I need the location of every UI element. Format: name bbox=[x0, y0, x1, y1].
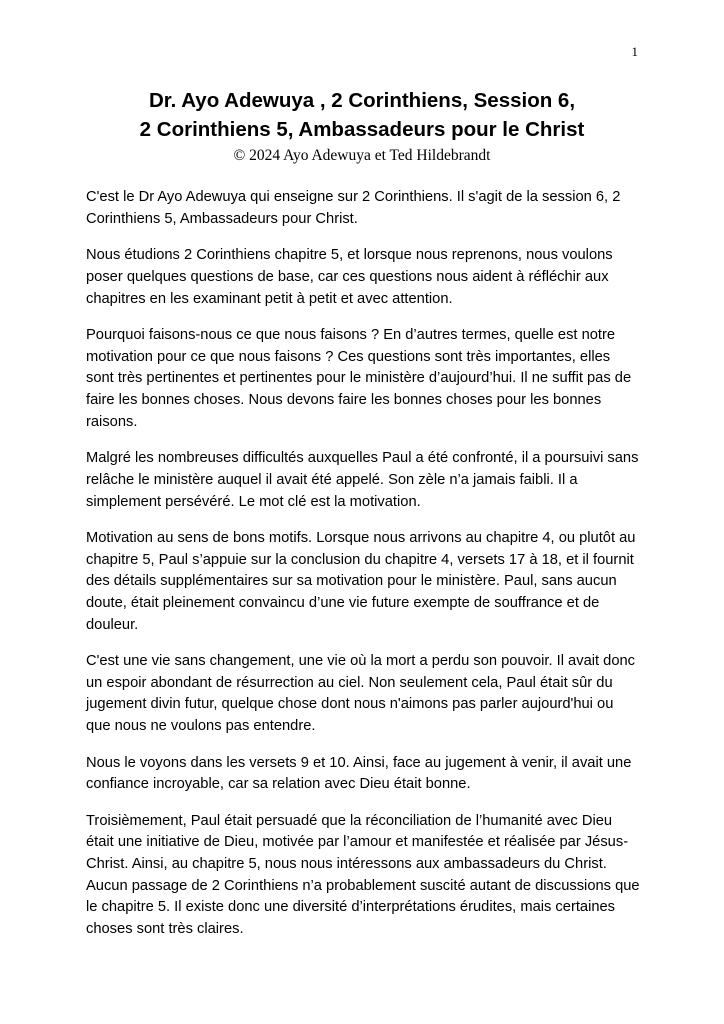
paragraph-3: Pourquoi faisons-nous ce que nous faisons ? En d’autres termes, quelle est notre motivation pour ce que nous faisons ? Ces questions sont très importantes, elles sont très pertinentes et pertinentes pour le ministère d’aujourd’hui. Il ne suffit pas de faire les bonnes choses. Nous devons faire les bonnes choses pour les bonnes raisons. bbox=[86, 327, 632, 430]
paragraph-5: Motivation au sens de bons motifs. Lorsque nous arrivons au chapitre 4, ou plutôt au chapitre 5, Paul s’appuie sur la conclusion du chapitre 4, versets 17 à 18, et il fournit des détails supplémentaires sur sa motivation pour le ministère. Paul, sans aucun doute, était pleinement convaincu d’une vie future exempte de souffrance et de douleur. bbox=[86, 530, 636, 633]
title-line-1: Dr. Ayo Adewuya , 2 Corinthiens, Session 6, bbox=[148, 89, 576, 112]
copyright-line: © 2024 Ayo Adewuya et Ted Hildebrandt bbox=[233, 147, 491, 165]
page-number: 1 bbox=[631, 44, 638, 59]
document-title bbox=[0, 86, 724, 144]
paragraph-6: C'est une vie sans changement, une vie où la mort a perdu son pouvoir. Il avait donc un espoir abondant de résurrection au ciel. Non seulement cela, Paul était sûr du jugement divin futur, quelque chose dont nous n'aimons pas parler aujourd'hui ou que nous ne voulons pas entendre. bbox=[86, 653, 636, 735]
paragraph-1: C'est le Dr Ayo Adewuya qui enseigne sur 2 Corinthiens. Il s'agit de la session 6, 2 Corinthiens 5, Ambassadeurs pour Christ. bbox=[86, 189, 621, 227]
document-header bbox=[0, 0, 724, 165]
paragraph-4: Malgré les nombreuses difficultés auxquelles Paul a été confronté, il a poursuivi sans relâche le ministère auquel il avait été appelé. Son zèle n’a jamais faibli. Il a simplement persévéré. Le mot clé est la motivation. bbox=[86, 450, 639, 510]
title-line-2: 2 Corinthiens 5, Ambassadeurs pour le Christ bbox=[139, 118, 585, 142]
paragraph-2: Nous étudions 2 Corinthiens chapitre 5, et lorsque nous reprenons, nous voulons poser quelques questions de base, car ces questions nous aident à réfléchir aux chapitres en les examinant petit à petit et avec attention. bbox=[86, 247, 613, 307]
paragraph-8: Troisièmement, Paul était persuadé que la réconciliation de l’humanité avec Dieu était une initiative de Dieu, motivée par l’amour et manifestée et réalisée par Jésus-Christ. Ainsi, au chapitre 5, nous nous intéressons aux ambassadeurs du Christ. Aucun passage de 2 Corinthiens n’a probablement suscité autant de discussions que le chapitre 5. Il existe donc une diversité d’interprétations érudites, mais certaines choses sont très claires. bbox=[86, 812, 640, 937]
paragraph-7: Nous le voyons dans les versets 9 et 10. Ainsi, face au jugement à venir, il avait une confiance incroyable, car sa relation avec Dieu était bonne. bbox=[86, 754, 632, 793]
document-body bbox=[86, 187, 640, 940]
